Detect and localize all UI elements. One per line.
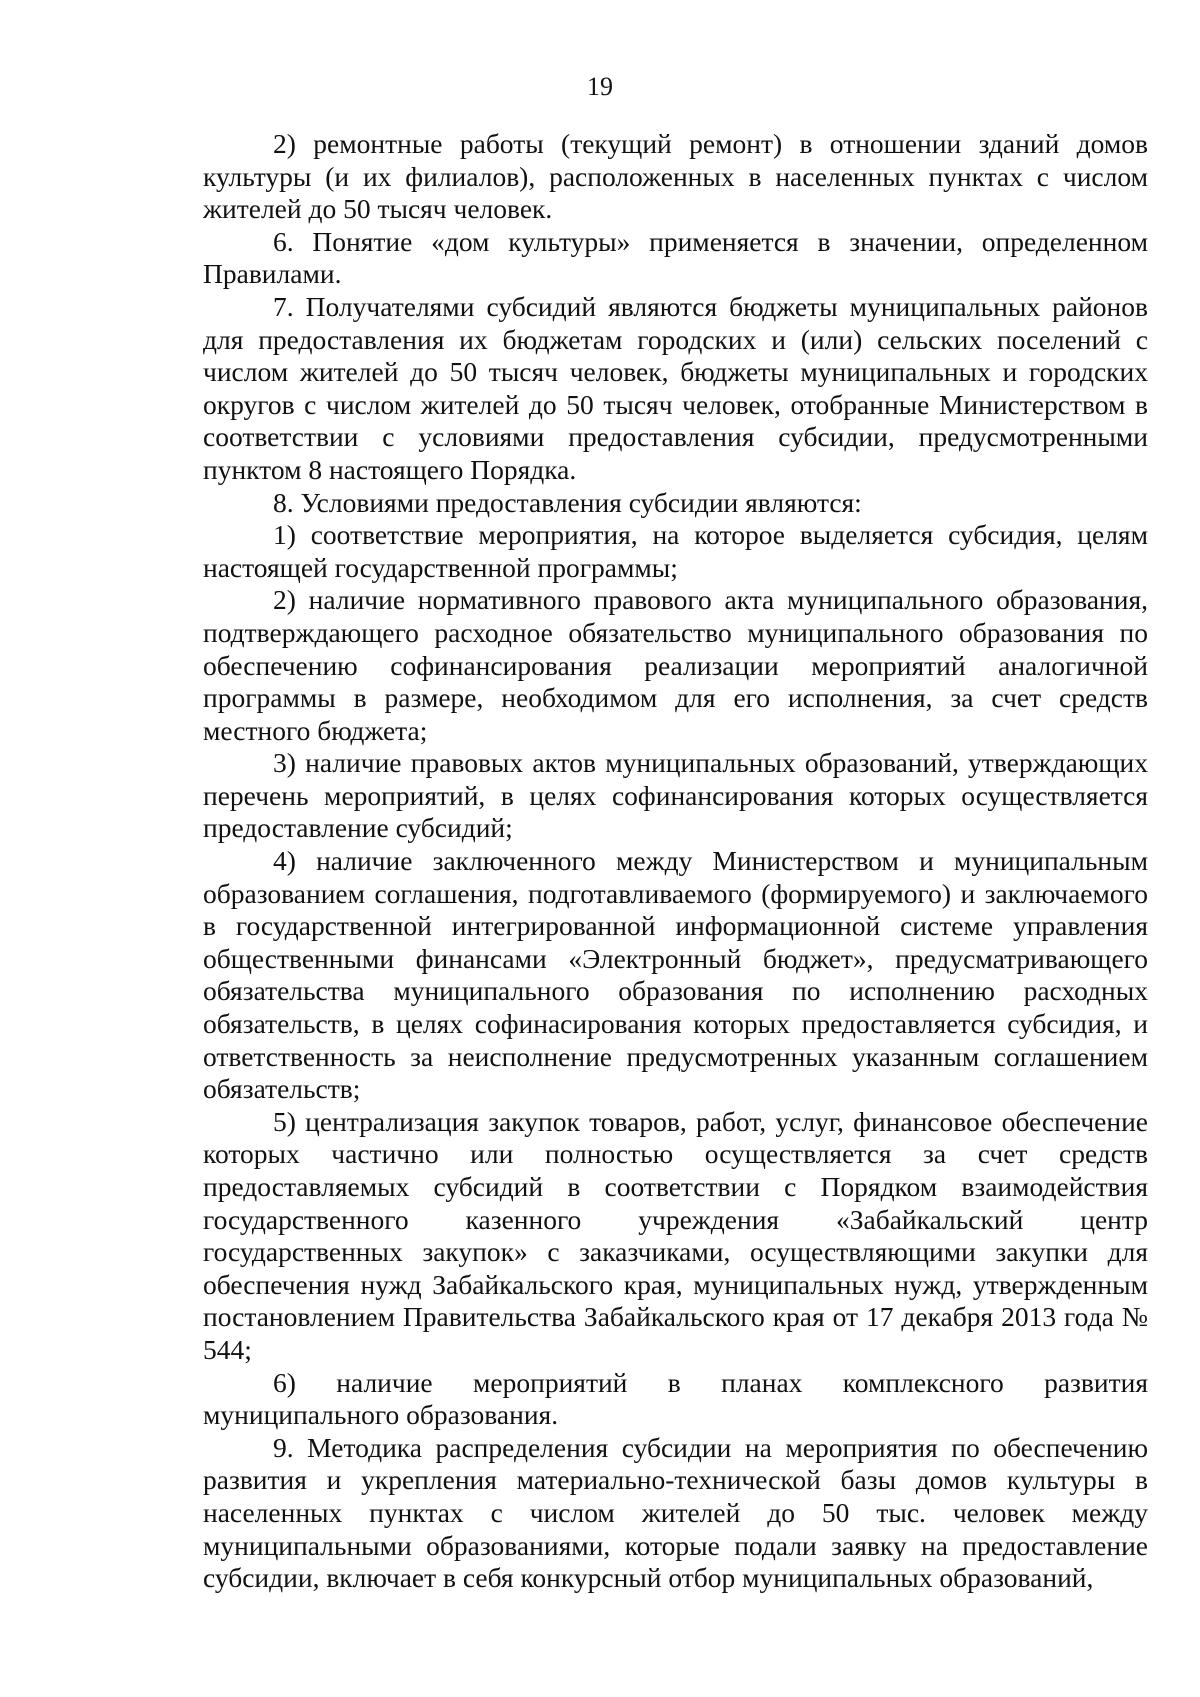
condition-item-6: 6) наличие мероприятий в планах комплексного развития муниципального образования. xyxy=(203,1366,1148,1431)
paragraph-item-2-repair-works: 2) ремонтные работы (текущий ремонт) в отношении зданий домов культуры (и их филиалов), расположенных в населенных пунктах с числом жителей до 50 тысяч человек. xyxy=(203,128,1148,225)
condition-item-4: 4) наличие заключенного между Министерством и муниципальным образованием соглашения, подготавливаемого (формируемого) и заключаемого в государственной интегрированной информационной системе управления общественными финансами «Электронный бюджет», предусматривающего обязательства муниципального образования по исполнению расходных обязательств, в целях софинасирования которых предоставляется субсидия, и ответственность за неисполнение предусмотренных указанным соглашением обязательств; xyxy=(203,845,1148,1105)
page-number: 19 xyxy=(587,72,613,101)
condition-item-2: 2) наличие нормативного правового акта муниципального образования, подтверждающего расходное обязательство муниципального образования по обеспечению софинансирования реализации мероприятий аналогичной программы в размере, необходимом для его исполнения, за счет средств местного бюджета; xyxy=(203,584,1148,746)
condition-item-3: 3) наличие правовых актов муниципальных образований, утверждающих перечень мероприятий, в целях софинансирования которых осуществляется предоставление субсидий; xyxy=(203,747,1148,844)
paragraph-9-methodology: 9. Методика распределения субсидии на мероприятия по обеспечению развития и укрепления материально-технической базы домов культуры в населенных пунктах с числом жителей до 50 тыс. человек между муниципальными образованиями, которые подали заявку на предоставление субсидии, включает в себя конкурсный отбор муниципальных образований, xyxy=(203,1431,1148,1594)
paragraph-6-definition: 6. Понятие «дом культуры» применяется в значении, определенном Правилами. xyxy=(203,225,1148,290)
paragraph-7-recipients: 7. Получателями субсидий являются бюджеты муниципальных районов для предоставления их бюджетам городских и (или) сельских поселений с числом жителей до 50 тысяч человек, бюджеты муниципальных и городских округов с числом жителей до 50 тысяч человек, отобранные Министерством в соответствии с условиями предоставления субсидии, предусмотренными пунктом 8 настоящего Порядка. xyxy=(203,290,1148,485)
condition-item-1: 1) соответствие мероприятия, на которое выделяется субсидия, целям настоящей государственной программы; xyxy=(203,519,1148,583)
paragraph-8-conditions: 8. Условиями предоставления субсидии являются: xyxy=(273,486,862,518)
document-body xyxy=(203,128,1148,1595)
condition-item-5: 5) централизация закупок товаров, работ, услуг, финансовое обеспечение которых частично или полностью осуществляется за счет средств предоставляемых субсидий в соответствии с Порядком взаимодействия государственного казенного учреждения «Забайкальский центр государственных закупок» с заказчиками, осуществляющими закупки для обеспечения нужд Забайкальского края, муниципальных нужд, утвержденным постановлением Правительства Забайкальского края от 17 декабря 2013 года № 544; xyxy=(203,1105,1148,1365)
